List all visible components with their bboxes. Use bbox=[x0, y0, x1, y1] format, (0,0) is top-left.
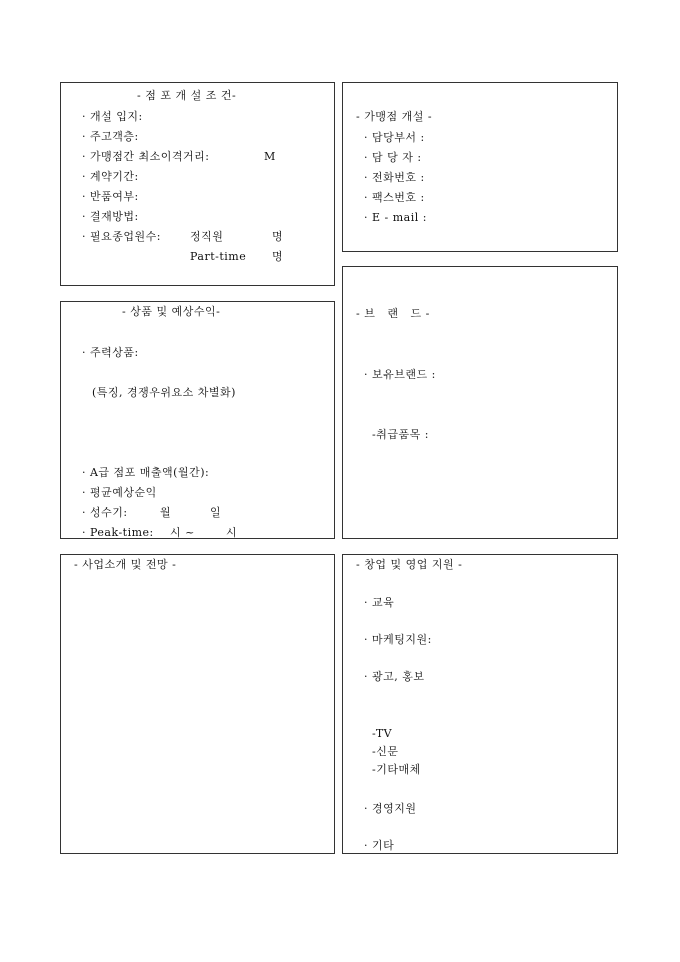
support-tv: -TV bbox=[372, 727, 393, 740]
support-ads: · 광고, 홍보 bbox=[364, 670, 425, 683]
store-conditions-title: - 점 포 개 설 조 건- bbox=[137, 89, 237, 102]
products-box bbox=[60, 301, 335, 539]
store-item-returns: · 반품여부: bbox=[82, 190, 139, 203]
support-marketing: · 마케팅지원: bbox=[364, 633, 432, 646]
support-other-media: -기타매체 bbox=[372, 763, 421, 776]
franchise-box bbox=[342, 82, 618, 252]
franchise-dept: · 담당부서 : bbox=[364, 131, 425, 144]
products-main: · 주력상품: bbox=[82, 346, 139, 359]
brand-items: -취급품목 : bbox=[372, 428, 429, 441]
store-staff-unit2: 명 bbox=[272, 250, 284, 263]
store-item-contract: · 계약기간: bbox=[82, 170, 139, 183]
business-box bbox=[60, 554, 335, 854]
store-item-staff: · 필요종업원수: bbox=[82, 230, 161, 243]
products-season-day: 일 bbox=[210, 506, 222, 519]
store-item-distance: · 가맹점간 최소이격거리: bbox=[82, 150, 210, 163]
brand-title: - 브 랜 드 - bbox=[356, 307, 430, 320]
support-newspaper: -신문 bbox=[372, 745, 399, 758]
products-peak: · Peak-time: bbox=[82, 526, 154, 539]
brand-owned: · 보유브랜드 : bbox=[364, 368, 436, 381]
franchise-phone: · 전화번호 : bbox=[364, 171, 425, 184]
products-note: (특징, 경쟁우위요소 차별화) bbox=[92, 386, 236, 399]
franchise-contact: · 담 당 자 : bbox=[364, 151, 422, 164]
store-staff-parttime: Part-time bbox=[190, 250, 247, 263]
products-peak-hour2: 시 bbox=[226, 526, 238, 539]
store-staff-unit: 명 bbox=[272, 230, 284, 243]
support-etc: · 기타 bbox=[364, 839, 395, 852]
products-season-month: 월 bbox=[160, 506, 172, 519]
products-season: · 성수기: bbox=[82, 506, 128, 519]
franchise-email: · E - mail : bbox=[364, 211, 427, 224]
products-title: - 상품 및 예상수익- bbox=[122, 305, 221, 318]
support-education: · 교육 bbox=[364, 596, 395, 609]
store-staff-fulltime: 정직원 bbox=[190, 230, 224, 243]
products-peak-hour1: 시 ~ bbox=[170, 526, 195, 539]
support-management: · 경영지원 bbox=[364, 802, 417, 815]
store-item-customers: · 주고객층: bbox=[82, 130, 139, 143]
franchise-title: - 가맹점 개설 - bbox=[356, 110, 433, 123]
products-sales: · A급 점포 매출액(월간): bbox=[82, 466, 210, 479]
store-item-payment: · 결재방법: bbox=[82, 210, 139, 223]
support-title: - 창업 및 영업 지원 - bbox=[356, 558, 463, 571]
products-profit: · 평균예상순익 bbox=[82, 486, 157, 499]
franchise-fax: · 팩스번호 : bbox=[364, 191, 425, 204]
store-item-location: · 개설 입지: bbox=[82, 110, 143, 123]
business-title: - 사업소개 및 전망 - bbox=[74, 558, 177, 571]
store-distance-unit: M bbox=[264, 150, 276, 163]
